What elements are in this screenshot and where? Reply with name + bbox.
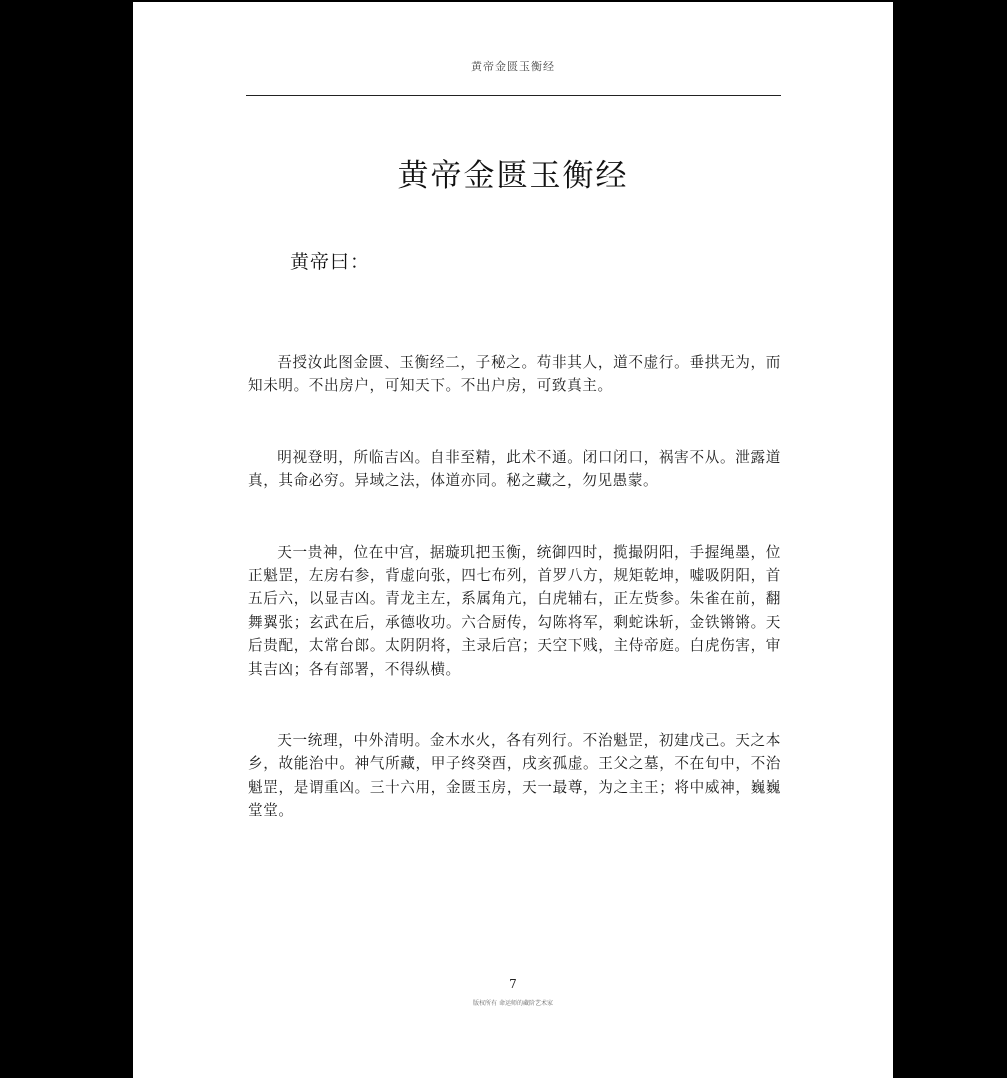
running-header: 黄帝金匮玉衡经 bbox=[471, 60, 555, 73]
page-number: 7 bbox=[509, 977, 517, 991]
paragraph-2: 明视登明，所临吉凶。自非至精，此术不通。闭口闭口，祸害不从。泄露道真，其命必穷。异域之法，体道亦同。秘之藏之，勿见愚蒙。 bbox=[248, 448, 781, 490]
document-title: 黄帝金匮玉衡经 bbox=[397, 158, 629, 194]
footer-copyright: 版权所有 命运师的藏阶艺术家 bbox=[473, 1000, 553, 1007]
document-page bbox=[133, 2, 893, 1078]
speaker-heading: 黄帝曰： bbox=[290, 251, 371, 273]
paragraph-4: 天一统理，中外清明。金木水火，各有列行。不治魁罡，初建戊己。天之本乡，故能治中。神气所藏，甲子终癸酉，戌亥孤虚。王父之墓，不在旬中，不治魁罡，是谓重凶。三十六用，金匮玉房，天一最尊，为之主王；将中威神，巍巍堂堂。 bbox=[248, 732, 781, 820]
paragraph-3: 天一贵神，位在中宫，据璇玑把玉衡，统御四时，揽撮阴阳，手握绳墨，位正魁罡，左房右参，背虚向张，四七布列，首罗八方，规矩乾坤，嘘吸阴阳，首五后六，以显吉凶。青龙主左，系属角亢，白虎辅右，正左赀参。朱雀在前，翻舞翼张；玄武在后，承德收功。六合厨传，勾陈将军，剩蛇诛斩，金铁锵锵。天后贵配，太常台郎。太阴阴将，主录后宫；天空下贱，主侍帝庭。白虎伤害，审其吉凶；各有部署，不得纵横。 bbox=[248, 543, 781, 678]
paragraph-1: 吾授汝此图金匮、玉衡经二，子秘之。苟非其人，道不虚行。垂拱无为，而知未明。不出房户，可知天下。不出户房，可致真主。 bbox=[248, 354, 781, 395]
header-divider bbox=[246, 95, 781, 96]
body-text bbox=[248, 351, 781, 871]
